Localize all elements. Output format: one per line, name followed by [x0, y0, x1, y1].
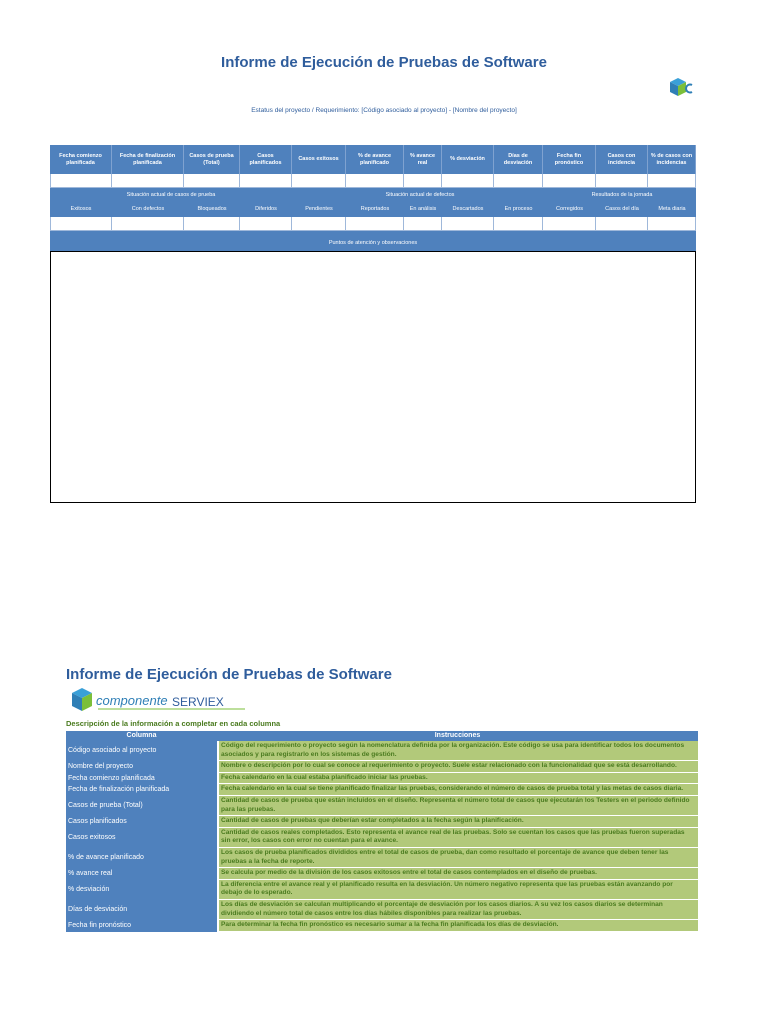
input-cell[interactable] — [404, 174, 442, 188]
input-cell[interactable] — [50, 174, 112, 188]
guide-description: Descripción de la información a completar en cada columna — [66, 719, 281, 728]
table-row — [66, 848, 698, 868]
svg-text:componente: componente — [96, 693, 168, 708]
table-row — [66, 920, 698, 932]
table-row — [66, 796, 698, 816]
row-column-name: Días de desviación — [66, 900, 217, 920]
row-instruction: Para determinar la fecha fin pronóstico es necesario sumar a la fecha fin planificada los días de desviación. — [217, 920, 698, 932]
input-cell[interactable] — [442, 174, 494, 188]
input-cell[interactable] — [543, 174, 596, 188]
input-cell[interactable] — [346, 217, 404, 231]
table-row — [66, 828, 698, 848]
header-cell: Días de desviación — [494, 145, 543, 174]
subheader-cell: Descartados — [442, 202, 494, 217]
subheader-cell: En análisis — [404, 202, 442, 217]
input-cell[interactable] — [442, 217, 494, 231]
input-cell[interactable] — [240, 217, 292, 231]
guide-title: Informe de Ejecución de Pruebas de Software — [66, 666, 392, 683]
row-column-name: Código asociado al proyecto — [66, 741, 217, 761]
status-line: Estatus del proyecto / Requerimiento: [Código asociado al proyecto] - [Nombre del proyecto] — [251, 107, 517, 114]
input-cell[interactable] — [240, 174, 292, 188]
report-header-row — [50, 145, 696, 174]
subheader-cell: Con defectos — [112, 202, 184, 217]
input-cell[interactable] — [404, 217, 442, 231]
input-cell[interactable] — [184, 217, 240, 231]
guide-table — [66, 731, 698, 932]
header-cell: Fecha fin pronóstico — [543, 145, 596, 174]
header-cell: % avance real — [404, 145, 442, 174]
guide-header-row — [66, 731, 698, 741]
report-input-row — [50, 217, 696, 231]
band-daily-results: Resultados de la jornada — [591, 192, 653, 198]
row-column-name: Casos exitosos — [66, 828, 217, 848]
table-row — [66, 784, 698, 796]
row-instruction: Nombre o descripción por lo cual se conoce al requerimiento o proyecto. Suele estar relacionado con la funcionalidad que se está desarrollando. — [217, 761, 698, 773]
input-cell[interactable] — [494, 174, 543, 188]
header-cell: Fecha comienzo planificada — [50, 145, 112, 174]
row-instruction: Los días de desviación se calculan multiplicando el porcentaje de desviación por los casos diarios. A su vez los casos diarios se determinan dividiendo el número total de casos entre los días hábiles disponibles para realizar las pruebas. — [217, 900, 698, 920]
subheader-cell: Diferidos — [240, 202, 292, 217]
header-cell: Casos con incidencia — [596, 145, 648, 174]
input-cell[interactable] — [184, 174, 240, 188]
table-row — [66, 900, 698, 920]
report-input-row — [50, 174, 696, 188]
input-cell[interactable] — [346, 174, 404, 188]
table-row — [66, 868, 698, 880]
row-column-name: % de avance planificado — [66, 848, 217, 868]
row-instruction: Fecha calendario en la cual estaba planificado iniciar las pruebas. — [217, 773, 698, 785]
subheader-cell: Reportados — [346, 202, 404, 217]
input-cell[interactable] — [494, 217, 543, 231]
input-cell[interactable] — [596, 217, 648, 231]
subheader-cell: Exitosos — [50, 202, 112, 217]
header-cell: Casos de prueba (Total) — [184, 145, 240, 174]
report-table — [50, 145, 696, 255]
table-row — [66, 741, 698, 761]
row-instruction: Cantidad de casos de prueba que están incluidos en el diseño. Representa el número total de casos que ejecutarán los Testers en el periodo definido para las pruebas. — [217, 796, 698, 816]
input-cell[interactable] — [596, 174, 648, 188]
row-instruction: Código del requerimiento o proyecto según la nomenclatura definida por la organización. Este código se usa para identificar todos los documentos asociados y para registrarlo en los sistemas de gestión. — [217, 741, 698, 761]
header-cell: Casos planificados — [240, 145, 292, 174]
input-cell[interactable] — [50, 217, 112, 231]
input-cell[interactable] — [292, 217, 346, 231]
observations-header: Puntos de atención y observaciones — [50, 231, 696, 255]
input-cell[interactable] — [112, 174, 184, 188]
instructions-header: Instrucciones — [434, 732, 481, 739]
row-column-name: % avance real — [66, 868, 217, 880]
input-cell[interactable] — [543, 217, 596, 231]
componente-serviex-logo-icon — [70, 687, 260, 715]
row-instruction: Cantidad de casos reales completados. Esto representa el avance real de las pruebas. Solo se cuentan los casos que las pruebas fueron superadas sin error, los casos con error no cuentan para el avance. — [217, 828, 698, 848]
header-cell: % de casos con incidencias — [648, 145, 696, 174]
row-column-name: Casos planificados — [66, 816, 217, 828]
subheader-cell: Casos del día — [596, 202, 648, 217]
report-title: Informe de Ejecución de Pruebas de Software — [221, 54, 547, 71]
table-row — [66, 816, 698, 828]
company-logo-icon — [668, 76, 696, 100]
row-column-name: % desviación — [66, 880, 217, 900]
header-cell: % desviación — [442, 145, 494, 174]
row-instruction: Los casos de prueba planificados divididos entre el total de casos de prueba, dan como resultado el porcentaje de avance que deben tener las pruebas a la fecha de reporte. — [217, 848, 698, 868]
subheader-cell: Corregidos — [543, 202, 596, 217]
row-instruction: La diferencia entre el avance real y el planificado resulta en la desviación. Un número negativo representa que las pruebas están avanzando por debajo de lo esperado. — [217, 880, 698, 900]
input-cell[interactable] — [648, 174, 696, 188]
observations-box[interactable] — [50, 251, 696, 503]
row-column-name: Nombre del proyecto — [66, 761, 217, 773]
subheader-cell: Pendientes — [292, 202, 346, 217]
svg-text:SERVIEX: SERVIEX — [172, 695, 224, 709]
section-band — [50, 188, 696, 202]
subheader-cell: Bloqueados — [184, 202, 240, 217]
table-row — [66, 773, 698, 785]
row-instruction: Fecha calendario en la cual se tiene planificado finalizar las pruebas, considerando el número de casos de prueba total y las metas de casos diaria. — [217, 784, 698, 796]
input-cell[interactable] — [112, 217, 184, 231]
header-cell: Fecha de finalización planificada — [112, 145, 184, 174]
input-cell[interactable] — [292, 174, 346, 188]
row-instruction: Cantidad de casos de pruebas que deberían estar completados a la fecha según la planificación. — [217, 816, 698, 828]
row-column-name: Fecha de finalización planificada — [66, 784, 217, 796]
subheader-cell: Meta diaria — [648, 202, 696, 217]
row-column-name: Fecha comienzo planificada — [66, 773, 217, 785]
subheader-cell: En proceso — [494, 202, 543, 217]
column-header: Columna — [126, 732, 157, 739]
input-cell[interactable] — [648, 217, 696, 231]
row-column-name: Fecha fin pronóstico — [66, 920, 217, 932]
band-test-cases: Situación actual de casos de prueba — [126, 192, 216, 198]
row-instruction: Se calcula por medio de la división de los casos exitosos entre el total de casos contemplados en el diseño de pruebas. — [217, 868, 698, 880]
table-row — [66, 880, 698, 900]
table-row — [66, 761, 698, 773]
header-cell: % de avance planificado — [346, 145, 404, 174]
header-cell: Casos exitosos — [292, 145, 346, 174]
band-defects: Situación actual de defectos — [385, 192, 455, 198]
row-column-name: Casos de prueba (Total) — [66, 796, 217, 816]
report-subheader-row — [50, 202, 696, 217]
